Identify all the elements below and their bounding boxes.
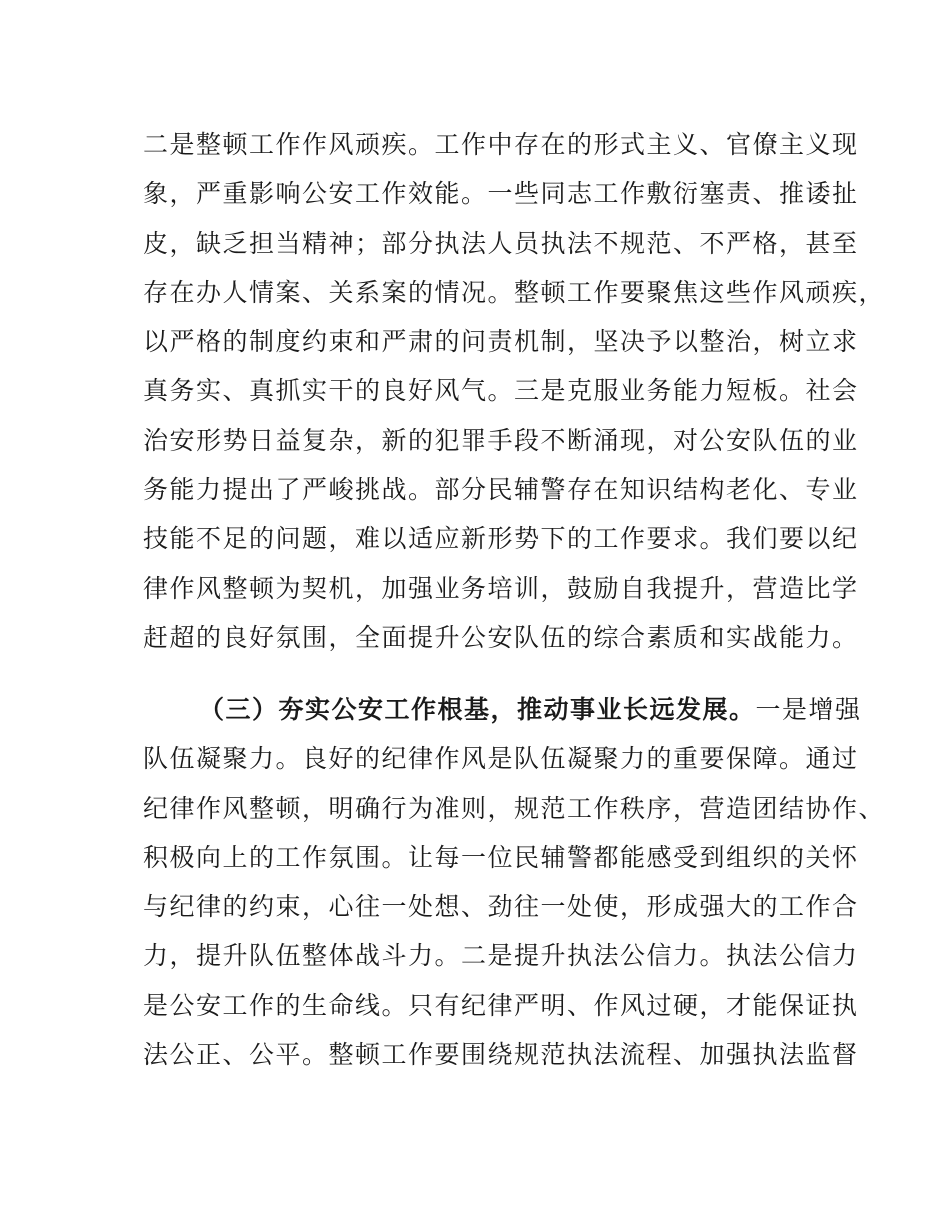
text-line: 法公正、公平。整顿工作要围绕规范执法流程、加强执法监督 [143, 1040, 859, 1070]
text-line: 以严格的制度约束和严肃的问责机制，坚决予以整治，树立求 [143, 327, 859, 357]
text-line: 积极向上的工作氛围。让每一位民辅警都能感受到组织的关怀 [143, 842, 859, 872]
text-line: 与纪律的约束，心往一处想、劲往一处使，形成强大的工作合 [143, 892, 859, 922]
text-line: 是公安工作的生命线。只有纪律严明、作风过硬，才能保证执 [143, 990, 859, 1020]
text-line: 力，提升队伍整体战斗力。二是提升执法公信力。执法公信力 [143, 941, 859, 971]
paragraph-work-style [143, 120, 886, 662]
text-line: 存在办人情案、关系案的情况。整顿工作要聚焦这些作风顽疾， [143, 277, 886, 307]
text-line: 律作风整顿为契机，加强业务培训，鼓励自我提升，营造比学 [143, 573, 859, 603]
text-line: 务能力提出了严峻挑战。部分民辅警存在知识结构老化、专业 [143, 475, 859, 505]
section-heading: （三）夯实公安工作根基，推动事业长远发展。 [199, 695, 756, 724]
text-line: 真务实、真抓实干的良好风气。三是克服业务能力短板。社会 [143, 376, 859, 406]
text-line: 技能不足的问题，难以适应新形势下的工作要求。我们要以纪 [143, 524, 859, 554]
text-line: 赶超的良好氛围，全面提升公安队伍的综合素质和实战能力。 [143, 622, 859, 652]
paragraph-foundation [143, 685, 886, 1079]
text-line: 纪律作风整顿，明确行为准则，规范工作秩序，营造团结协作、 [143, 793, 886, 823]
text-line: 皮，缺乏担当精神；部分执法人员执法不规范、不严格，甚至 [143, 228, 859, 258]
text-line: 象，严重影响公安工作效能。一些同志工作敷衍塞责、推诿扯 [143, 179, 859, 209]
text-line: 治安形势日益复杂，新的犯罪手段不断涌现，对公安队伍的业 [143, 425, 859, 455]
text-line: 二是整顿工作作风顽疾。工作中存在的形式主义、官僚主义现 [143, 130, 859, 159]
text-line-first [143, 685, 862, 734]
heading-continuation: 一是增强 [755, 695, 862, 724]
text-line: 队伍凝聚力。良好的纪律作风是队伍凝聚力的重要保障。通过 [143, 744, 859, 774]
